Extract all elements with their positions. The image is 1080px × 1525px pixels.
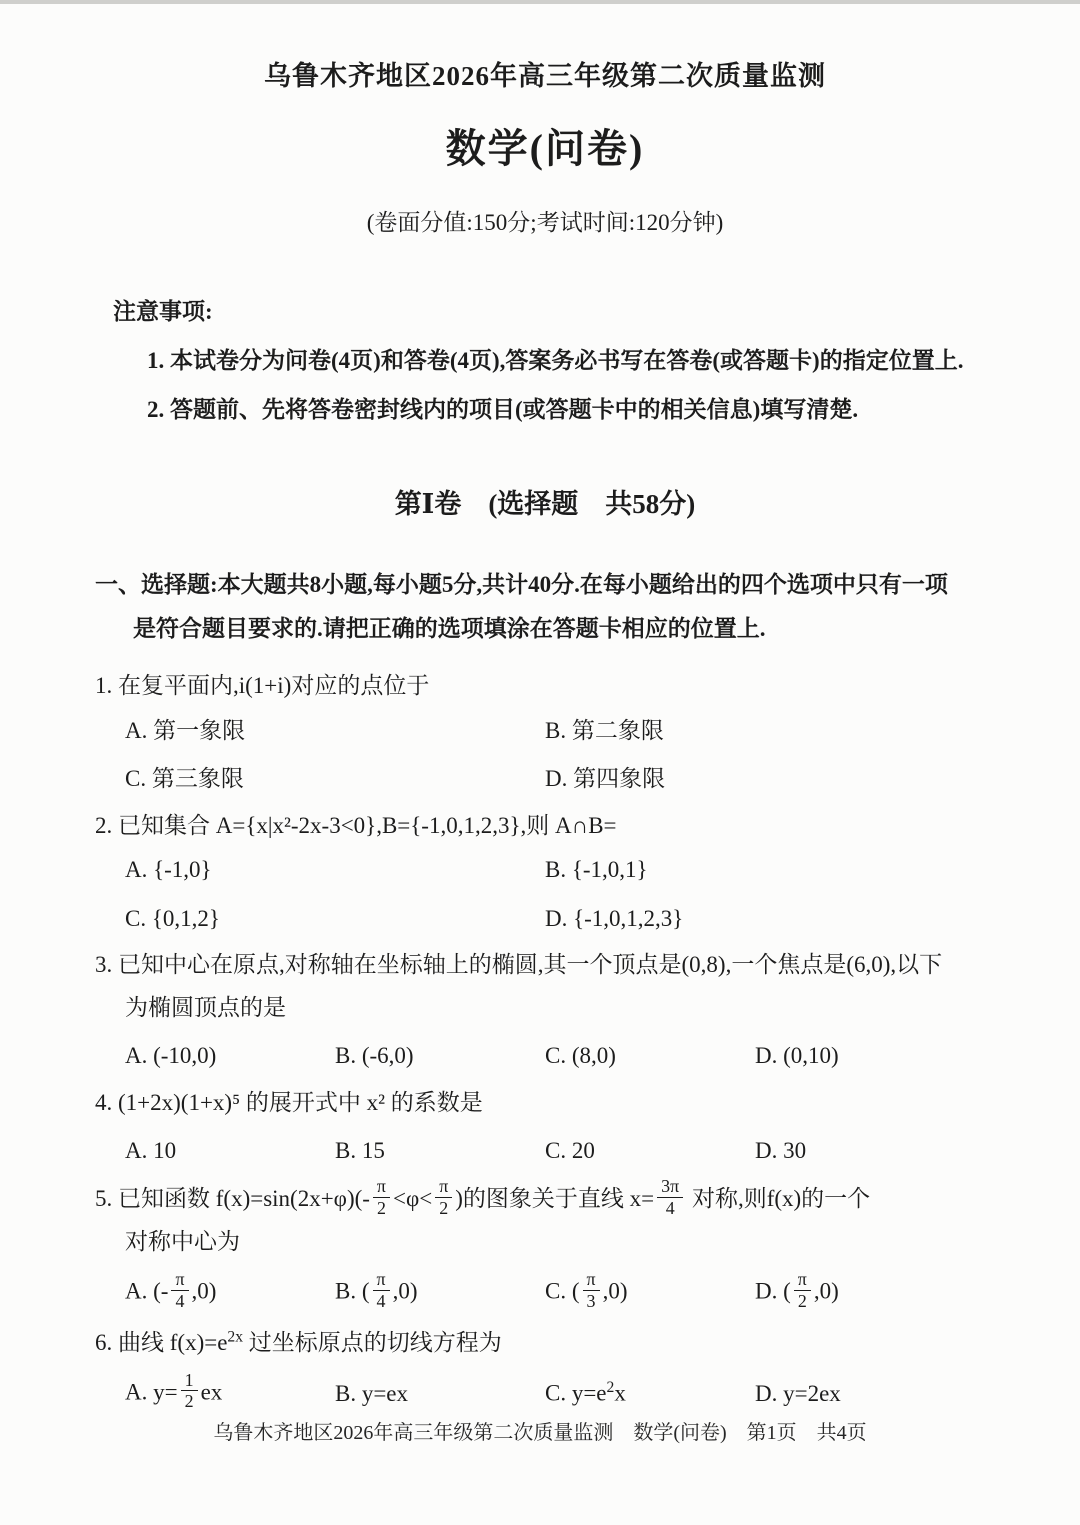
q2-option-b: B. {-1,0,1}	[545, 857, 648, 883]
q5-option-c	[545, 1269, 755, 1314]
q3-option-c: C. (8,0)	[545, 1042, 616, 1068]
q5-stem-text: 对称,则f(x)的一个	[686, 1185, 871, 1211]
exam-meta: (卷面分值:150分;考试时间:120分钟)	[366, 210, 724, 235]
question-3-stem: 3. 已知中心在原点,对称轴在坐标轴上的椭圆,其一个顶点是(0,8),一个焦点是(6,0),以下	[95, 952, 943, 978]
instruction-line-2: 是符合题目要求的.请把正确的选项填涂在答题卡相应的位置上.	[133, 616, 766, 642]
q1-option-a: A. 第一象限	[125, 717, 246, 743]
question-6	[95, 1322, 995, 1415]
q3-option-d: D. (0,10)	[755, 1042, 839, 1068]
q5-stem-text: )的图象关于直线 x=	[455, 1185, 655, 1211]
q6-option-a	[125, 1369, 335, 1415]
question-2	[95, 805, 995, 937]
q3-option-b: B. (-6,0)	[335, 1042, 414, 1068]
section-instructions	[95, 563, 995, 651]
instruction-line-1: 一、选择题:本大题共8小题,每小题5分,共计40分.在每小题给出的四个选项中只有一项	[95, 572, 948, 597]
fraction-pi-over-4: $\frac{\pi}{4}$	[171, 1269, 188, 1311]
question-4-options	[95, 1133, 995, 1170]
question-5-stem	[95, 1178, 995, 1222]
q6-exponent: 2x	[227, 1328, 244, 1346]
q5-stem-text: 5. 已知函数 f(x)=sin(2x+φ)(-	[95, 1185, 370, 1211]
option-text: A. y=	[125, 1379, 178, 1405]
notice-heading: 注意事项:	[113, 299, 213, 324]
notice-item-2: 2. 答题前、先将答卷密封线内的项目(或答题卡中的相关信息)填写清楚.	[147, 397, 859, 422]
option-text: ,0)	[392, 1278, 418, 1304]
q4-option-d: D. 30	[755, 1137, 807, 1163]
option-text: A. (-	[125, 1278, 169, 1304]
fraction-pi-over-2: $\frac{\pi}{2}$	[435, 1176, 452, 1218]
q4-option-a: A. 10	[125, 1137, 177, 1163]
q4-option-b: B. 15	[335, 1137, 385, 1163]
q2-option-a: A. {-1,0}	[125, 857, 212, 883]
q2-option-c: C. {0,1,2}	[125, 905, 220, 931]
exam-subject: 数学(问卷)	[445, 126, 645, 171]
q5-option-b	[335, 1269, 545, 1314]
question-5-options	[95, 1269, 995, 1314]
q6-option-b: B. y=ex	[335, 1380, 409, 1406]
question-5-stem-continued: 对称中心为	[125, 1229, 240, 1255]
option-text: ,0)	[813, 1278, 839, 1304]
question-1-stem: 1. 在复平面内,i(1+i)对应的点位于	[95, 673, 430, 699]
option-text: ,0)	[191, 1278, 217, 1304]
question-list	[95, 665, 995, 1415]
q6-stem-text: 6. 曲线 f(x)=e	[95, 1330, 228, 1356]
section-title: 第Ⅰ卷 (选择题 共58分)	[394, 489, 696, 519]
fraction-pi-over-2: $\frac{\pi}{2}$	[373, 1176, 390, 1218]
question-3-stem-continued: 为椭圆顶点的是	[125, 994, 286, 1020]
q6-stem-text: 过坐标原点的切线方程为	[243, 1330, 502, 1356]
option-text: B. (	[335, 1278, 370, 1304]
question-6-stem	[95, 1322, 995, 1365]
q6-option-c	[545, 1375, 755, 1412]
question-2-stem: 2. 已知集合 A={x|x²-2x-3<0},B={-1,0,1,2,3},则 A∩B=	[95, 812, 617, 838]
q5-option-a	[125, 1269, 335, 1314]
q1-option-d: D. 第四象限	[545, 766, 666, 792]
notice-item-1: 1. 本试卷分为问卷(4页)和答卷(4页),答案务必书写在答卷(或答题卡)的指定位置上.	[147, 348, 964, 373]
question-2-options	[95, 853, 995, 936]
q1-option-c: C. 第三象限	[125, 766, 244, 792]
question-6-options	[95, 1369, 995, 1415]
fraction-pi-over-2: $\frac{\pi}{2}$	[794, 1269, 811, 1311]
question-1-options	[95, 714, 995, 797]
q1-option-b: B. 第二象限	[545, 717, 664, 743]
question-3	[95, 944, 995, 1074]
question-5	[95, 1178, 995, 1315]
q3-option-a: A. (-10,0)	[125, 1042, 217, 1068]
option-text: ,0)	[602, 1278, 628, 1304]
option-text: C. y=e	[545, 1380, 607, 1406]
notice-section	[95, 293, 995, 424]
q2-option-d: D. {-1,0,1,2,3}	[545, 905, 684, 931]
q5-stem-text: <φ<	[392, 1185, 433, 1211]
page-footer: 乌鲁木齐地区2026年高三年级第二次质量监测 数学(问卷) 第1页 共4页	[213, 1422, 867, 1444]
fraction-pi-over-4: $\frac{\pi}{4}$	[373, 1269, 390, 1311]
q4-option-c: C. 20	[545, 1137, 595, 1163]
question-1	[95, 665, 995, 797]
question-4-stem: 4. (1+2x)(1+x)⁵ 的展开式中 x² 的系数是	[95, 1090, 483, 1116]
q5-option-d	[755, 1269, 995, 1314]
exam-title: 乌鲁木齐地区2026年高三年级第二次质量监测	[264, 61, 826, 91]
option-exponent: 2	[606, 1379, 615, 1397]
question-4	[95, 1082, 995, 1169]
option-text: x	[614, 1380, 626, 1406]
fraction-3pi-over-4: $\frac{3\pi}{4}$	[657, 1176, 683, 1218]
fraction-pi-over-3: $\frac{\pi}{3}$	[583, 1269, 600, 1311]
q6-option-d: D. y=2ex	[755, 1380, 841, 1406]
question-3-options	[95, 1038, 995, 1075]
option-text: ex	[200, 1379, 223, 1405]
option-text: D. (	[755, 1278, 791, 1304]
option-text: C. (	[545, 1278, 580, 1304]
fraction-1-over-2: $\frac{1}{2}$	[181, 1370, 198, 1412]
